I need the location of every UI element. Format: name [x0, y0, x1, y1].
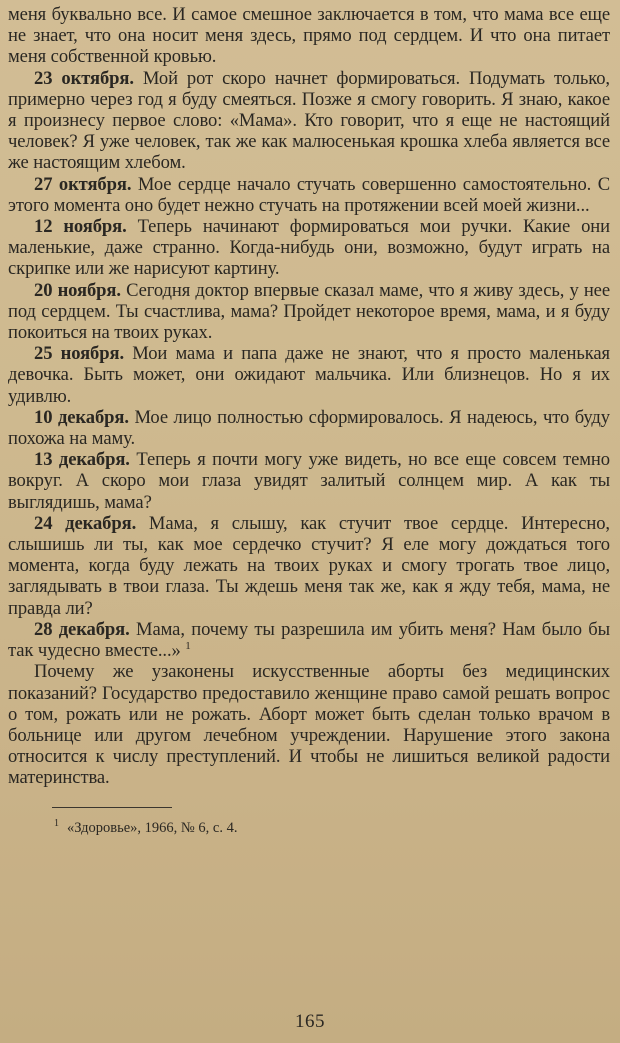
- entry-date: 24 декабря.: [34, 512, 137, 534]
- entry-text: Мама, я слышу, как стучит твое сердце. Интересно, слышишь ли ты, как мое сердечко стучит? Я еле могу дождаться того момента, когда буду лежать на твоих руках и смогу трогать твое лицо, заглядывать в твои глаза. Ты ждешь меня так же, как я жду тебя, мама, не правда ли?: [8, 512, 610, 619]
- diary-entry-dec-24: [8, 513, 610, 619]
- paragraph-abortion-law: [8, 661, 610, 788]
- diary-entry-dec-28: [8, 619, 610, 661]
- footnote-mark: 1: [54, 817, 59, 829]
- diary-entry-nov-12: [8, 216, 610, 280]
- entry-text: Мои мама и папа даже не знают, что я просто маленькая девочка. Быть может, они ожидают мальчика. Или близнецов. Но я их удивлю.: [8, 343, 610, 407]
- paragraph-text: Почему же узаконены искусственные аборты без медицинских показаний? Государство предоставило женщине право самой решать вопрос о том, рожать или не рожать. Аборт может быть сделан только врачом в больнице или другом лечебном учреждении. Нарушение этого закона относится к числу преступлений. И чтобы не лишиться великой радости материнства.: [8, 661, 610, 789]
- entry-date: 13 декабря.: [34, 449, 130, 471]
- entry-date: 12 ноября.: [34, 216, 127, 238]
- entry-date: 28 декабря.: [34, 618, 130, 640]
- footnote-reference[interactable]: 1: [185, 639, 191, 652]
- diary-entry-oct-27: [8, 174, 610, 216]
- entry-text: Теперь начинают формироваться мои ручки. Какие они маленькие, даже странно. Когда-нибудь они, возможно, будут играть на скрипке или же нарисуют картину.: [8, 216, 610, 280]
- main-text: [8, 4, 610, 789]
- entry-text: Сегодня доктор впервые сказал маме, что я живу здесь, у нее под сердцем. Ты счастлива, мама? Пройдет некоторое время, мама, и я буду покоиться на твоих руках.: [8, 279, 610, 344]
- entry-text: Мама, почему ты разрешила им убить меня? Нам было бы так чудесно вместе...»: [8, 618, 610, 662]
- footnote: [54, 819, 610, 837]
- diary-entry-dec-10: [8, 407, 610, 449]
- entry-date: 23 октября.: [34, 67, 134, 89]
- entry-date: 20 ноября.: [34, 279, 121, 301]
- entry-text: Теперь я почти могу уже видеть, но все еще совсем темно вокруг. А скоро мои глаза увидят залитый солнцем мир. А как ты выглядишь, мама?: [8, 449, 610, 513]
- diary-entry-oct-23: [8, 68, 610, 174]
- entry-date: 27 октября.: [34, 173, 132, 195]
- diary-entry-nov-20: [8, 280, 610, 344]
- entry-text: Мое сердце начало стучать совершенно самостоятельно. С этого момента оно будет нежно стучать на протяжении всей моей жизни...: [8, 173, 610, 216]
- diary-entry-nov-25: [8, 343, 610, 407]
- footnote-divider: [52, 807, 172, 808]
- page-number: 165: [295, 1011, 325, 1032]
- paragraph-continuation: [8, 4, 610, 68]
- entry-text: Мой рот скоро начнет формироваться. Подумать только, примерно через год я буду смеяться. Позже я смогу говорить. Я знаю, какое я произнесу первое слово: «Мама». Кто говорит, что я еще не настоящий человек? Я уже человек, так же как малюсенькая крошка хлеба является все же настоящим хлебом.: [8, 67, 610, 174]
- entry-date: 10 декабря.: [34, 406, 129, 428]
- entry-date: 25 ноября.: [34, 343, 124, 365]
- entry-text: Мое лицо полностью сформировалось. Я надеюсь, что буду похожа на маму.: [8, 406, 610, 450]
- diary-entry-dec-13: [8, 449, 610, 513]
- footnote-text: «Здоровье», 1966, № 6, с. 4.: [67, 819, 238, 836]
- paragraph-text: меня буквально все. И самое смешное заключается в том, что мама все еще не знает, что она носит меня здесь, прямо под сердцем. И что она питает меня собственной кровью.: [8, 4, 610, 68]
